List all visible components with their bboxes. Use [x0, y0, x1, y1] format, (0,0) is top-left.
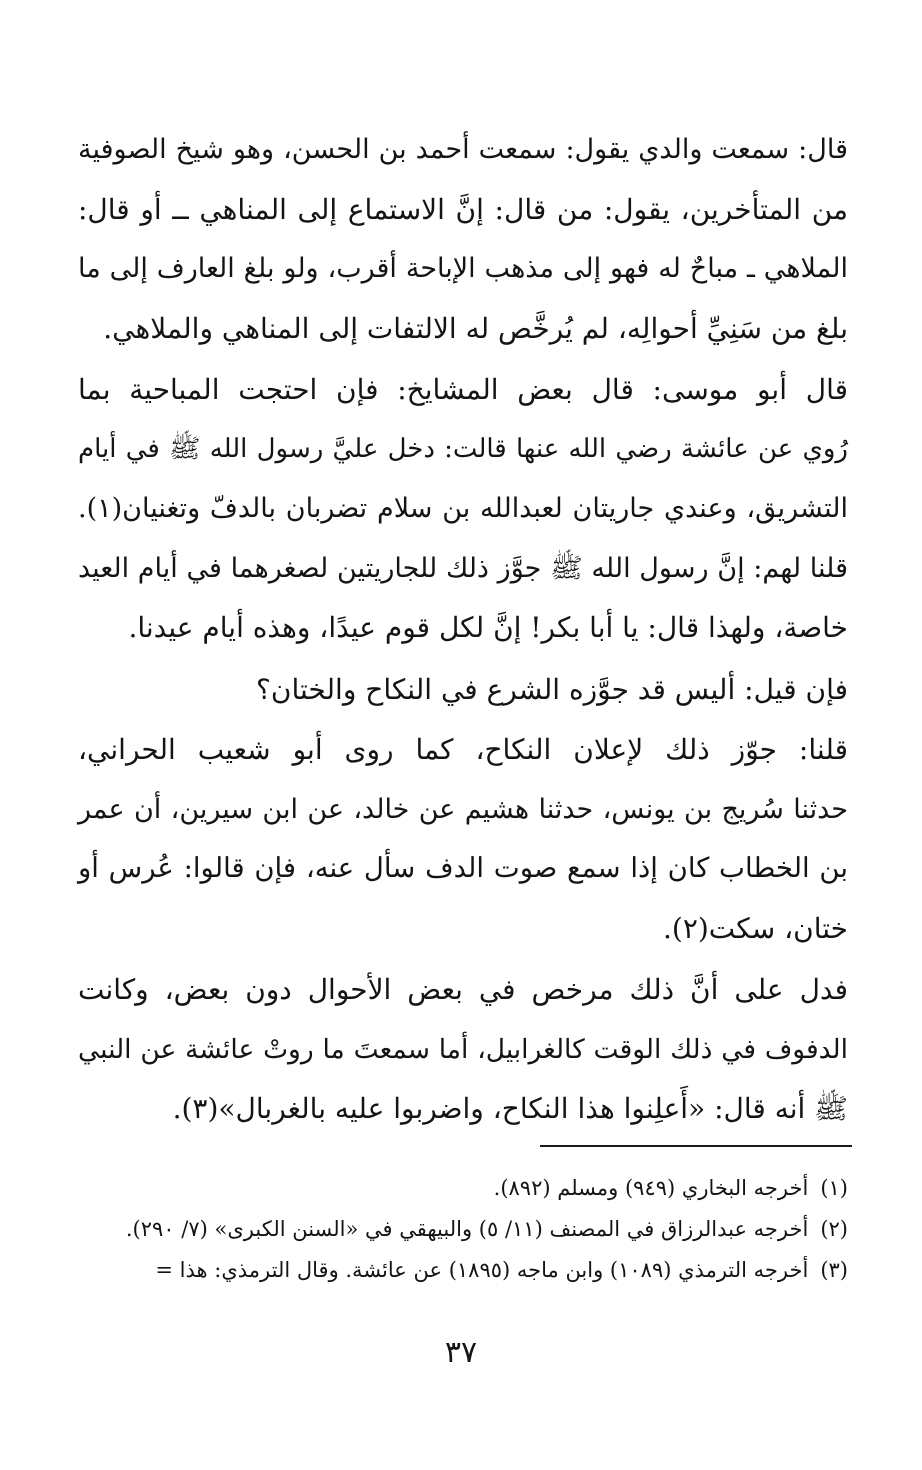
text-line: الملاهي ـ مباحٌ له فهو إلى مذهب الإباحة أقرب، ولو بلغ العارف إلى ما: [78, 253, 848, 284]
footnote-text: أخرجه الترمذي (١٠٨٩) وابن ماجه (١٨٩٥) عن عائشة. وقال الترمذي: هذا =: [155, 1258, 809, 1282]
text-line: بلغ من سَنِيِّ أحوالِه، لم يُرخَّص له الالتفات إلى المناهي والملاهي.: [103, 311, 848, 345]
footnote-number: (٣): [820, 1258, 848, 1282]
text-line: رُوي عن عائشة رضي الله عنها قالت: دخل عليَّ رسول الله ﷺ في أيام: [78, 433, 848, 464]
text-line: حدثنا سُريج بن يونس، حدثنا هشيم عن خالد، عن ابن سيرين، أن عمر: [78, 793, 848, 825]
text-line: فدل على أنَّ ذلك مرخص في بعض الأحوال دون بعض، وكانت: [78, 973, 848, 1006]
text-line: قلنا لهم: إنَّ رسول الله ﷺ جوَّز ذلك للجاريتين لصغرهما في أيام العيد: [78, 552, 848, 584]
paragraph-4: [78, 720, 848, 958]
footnote-3: [50, 1250, 848, 1291]
text-line: ﷺ أنه قال: «أَعلِنوا هذا النكاح، واضربوا عليه بالغربال»(٣).: [172, 1092, 848, 1125]
footnote-1: [50, 1168, 848, 1209]
text-line: من المتأخرين، يقول: من قال: إنَّ الاستماع إلى المناهي ــ أو قال:: [78, 192, 848, 226]
text-line: التشريق، وعندي جاريتان لعبدالله بن سلام تضربان بالدفّ وتغنيان(١).: [78, 493, 848, 524]
paragraph-3: [78, 660, 848, 720]
footnote-divider: [540, 1145, 852, 1147]
paragraph-2: [78, 360, 848, 658]
footnote-number: (١): [820, 1176, 848, 1200]
text-line: بن الخطاب كان إذا سمع صوت الدف سأل عنه، فإن قالوا: عُرس أو: [78, 852, 848, 884]
paragraph-5: [78, 960, 848, 1139]
text-line: قال: سمعت والدي يقول: سمعت أحمد بن الحسن، وهو شيخ الصوفية: [78, 134, 848, 165]
page-number: ٣٧: [444, 1335, 478, 1370]
text-line: الدفوف في ذلك الوقت كالغرابيل، أما سمعتَ ما روتْ عائشة عن النبي: [78, 1033, 848, 1065]
text-line: قال أبو موسى: قال بعض المشايخ: فإن احتجت المباحية بما: [78, 373, 848, 406]
footnote-text: أخرجه عبدالرزاق في المصنف (١١/ ٥) والبيهقي في «السنن الكبرى» (٧/ ٢٩٠).: [125, 1217, 809, 1241]
text-line: فإن قيل: أليس قد جوَّزه الشرع في النكاح والختان؟: [256, 673, 848, 706]
text-line: خاصة، ولهذا قال: يا أبا بكر! إنَّ لكل قوم عيدًا، وهذه أيام عيدنا.: [128, 611, 848, 644]
footnote-text: أخرجه البخاري (٩٤٩) ومسلم (٨٩٢).: [493, 1176, 809, 1200]
paragraph-1: [78, 120, 848, 358]
footnote-number: (٢): [820, 1217, 848, 1241]
footnotes: [50, 1168, 848, 1291]
text-line: ختان، سكت(٢).: [662, 911, 848, 945]
footnote-2: [50, 1209, 848, 1250]
text-line: قلنا: جوّز ذلك لإعلان النكاح، كما روى أبو شعيب الحراني،: [78, 733, 848, 766]
